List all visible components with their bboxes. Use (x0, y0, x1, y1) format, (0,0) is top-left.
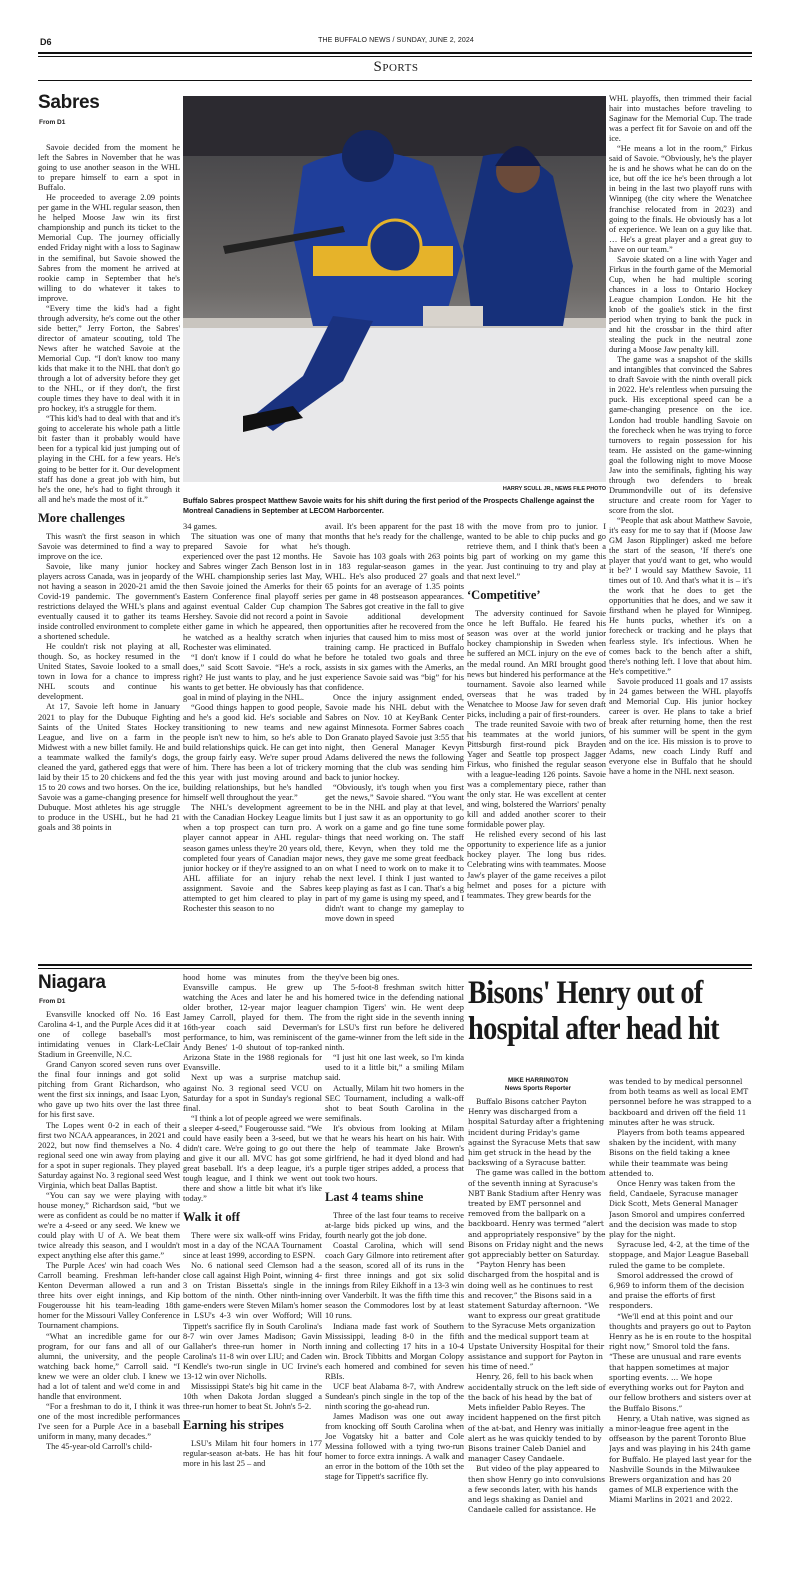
photo-caption: Buffalo Sabres prospect Matthew Savoie waits for his shift during the first period of the Prospects Challenge against the Montreal Canadiens in September at LECOM Harborcenter. (183, 496, 595, 515)
sabres-column-5 (609, 94, 752, 962)
paragraph: It's obvious from looking at Milam that he wears his heart on his hair. With the help of teammate Jake Brown's girlfriend, he had it dyed blond and had purple tiger stripes added, a process that took two hours. (325, 1123, 464, 1183)
paragraph: with the move from pro to junior. I wanted to be able to chip pucks and go retrieve them, and I think that's been a big part of working on my game this year. Just continuing to try and play at that next level.” (467, 522, 606, 582)
paragraph: Once the injury assignment ended, Savoie made his NHL debut with the Sabres on Nov. 10 at KeyBank Center against Minnesota. Former Sabres coach Don Granato played Savoie just 3:55 that night, then General Manager Kevyn Adams delivered the news the following morning that the club was sending him back to junior hockey. (325, 692, 464, 783)
byline (470, 1077, 606, 1093)
paragraph: “I don't know if I could do what he does,” said Scott Savoie. “He's a rock, right? He just wants to play, and he just wants to get better. He obviously has that goal in mind of playing in the NHL. (183, 652, 322, 702)
paragraph: Three of the last four teams to receive at-large bids picked up wins, and the fourth nearly got the job done. (325, 1210, 464, 1241)
paragraph: He proceeded to average 2.09 points per game in the WHL regular season, then he helped Moose Jaw win its first championship and punch its ticket to the Memorial Cup. The journey officially ended Friday night with a loss to Saginaw in the semifinal, but Savoie showed the Sabres from the moment he arrived at rookie camp in September that he's willing to do whatever it takes to improve. (38, 193, 180, 303)
sabres-column-4 (467, 522, 606, 962)
paragraph: The game was a snapshot of the skills and intangibles that convinced the Sabres to draft Savoie with the ninth overall pick in 2022. He's relentless when pursuing the puck. His exceptional speed can be a game-changing presence on the ice. London had trouble handling Savoie on the forecheck when he was trying to force turnovers to regain possession for his team. He assisted on the game-winning goal the following night to move Moose Jaw into the semifinals, fighting his way through two defenders to break Drummondville out of its defensive structure and create room for Yager to score from the slot. (609, 355, 752, 515)
paragraph: Indiana made fast work of Southern Mississippi, leading 8-0 in the fifth inning and collecting 17 hits in a 10-4 win. Brock Tibbitts and Morgan Colopy each homered and combined for seven RBIs. (325, 1321, 464, 1381)
subhead: Earning his stripes (183, 1417, 284, 1432)
paragraph: James Madison was one out away from knocking off South Carolina when Joe Vogatsky hit a batter and Cole Messina followed with a tying two-run homer to force extra innings. A walk and an error in the bottom of the 10th set the stage for Tippett's sacrifice fly. (325, 1411, 464, 1482)
paragraph: Savoie decided from the moment he left the Sabres in November that he was going to use another season in the WHL to prepare himself to earn a spot in Buffalo. (38, 143, 180, 193)
paragraph: “I think a lot of people agreed we were a sleeper 4-seed,” Fougerousse said. “We could have easily been a 3-seed, but we didn't care. We're going to go out there and give it our all. MVC has got some great baseball. It's a deep league, it's a tough league, and I think we went out there and show a little bit what it's like today.” (183, 1113, 322, 1204)
paragraph: “For a freshman to do it, I think it was one of the most incredible performances I've seen for a Purple Ace in a baseball uniform in many, many decades.” (38, 1401, 180, 1441)
paragraph: was tended to by medical personnel from both teams as well as local EMT personnel before he was strapped to a backboard and driven off the field 11 minutes after he was struck. (609, 1077, 752, 1127)
paragraph: “People that ask about Matthew Savoie, it's easy for me to say that if (Moose Jaw GM Jason Ripplinger) asked me before the start of the season, ‘If there's one player that you'd want to get, who would it be?’ I would say Matthew Savoie, 11 times out of 10. And that's what it is – it's the work that he does to get the opportunities that he does, and we saw it firsthand when he played for Winnipeg. He hunts pucks, whether it's on a forecheck or tracking and he plays that fearless style. It's infectious. When he comes back to the bench after a shift, there's nothing left. I love that about him. He's competitive.” (609, 515, 752, 676)
niagara-column-1 (38, 1010, 180, 1582)
subhead: More challenges (38, 510, 125, 525)
subhead: Last 4 teams shine (325, 1189, 424, 1204)
subhead: ‘Competitive’ (467, 588, 541, 603)
paragraph: The 5-foot-8 freshman switch hitter homered twice in the defending national champion Tigers' win. He went deep from the right side in the seventh inning for LSU's first run before he delivered the game-winner from the left side in the ninth. (325, 983, 464, 1053)
bisons-column-1 (468, 1097, 606, 1582)
sabres-column-1 (38, 143, 180, 961)
paragraph: The game was called in the bottom of the seventh inning at Syracuse's NBT Bank Stadium after Henry was treated by EMT personnel and removed from the ballpark on a backboard. Henry was termed “alert and appropriately responsive” by the Bisons on Friday night and the news got appreciably better on Saturday. (468, 1168, 606, 1260)
paragraph: This wasn't the first season in which Savoie was determined to find a way to improve on the ice. (38, 531, 180, 561)
paragraph: WHL playoffs, then trimmed their facial hair into mustaches before traveling to Saginaw for the Memorial Cup. The trade was a perfect fit for Savoie on and off the ice. (609, 94, 752, 144)
story-divider (38, 964, 752, 969)
byline-title: News Sports Reporter (504, 1085, 572, 1092)
bisons-headline: Bisons' Henry out of hospital after head hit (468, 975, 719, 1047)
sabres-photo (183, 96, 606, 482)
paragraph: Actually, Milam hit two homers in the SEC Tournament, including a walk-off shot to beat South Carolina in the semifinals. (325, 1083, 464, 1123)
hockey-bench-photo (183, 96, 606, 482)
paragraph: Savoie has 103 goals with 263 points in 183 regular-season games in the WHL. He's also produced 27 goals and 65 points for an average of 1.35 points per game in 48 postseason appearances. The Sabres got creative in the fall to give Savoie additional development opportunities after he recovered from the injuries that caused him to miss most of training camp. He practiced in Buffalo before he totaled two goals and three assists in six games with the Amerks, an experience Savoie said was “big” for his confidence. (325, 552, 464, 692)
paragraph: “What an incredible game for our program, for our fans and all of our alumni, the university, and the people watching back home,” Carroll said. “I knew we were an older club. I knew we had a lot of talent and we'd come in and handle that environment. (38, 1331, 180, 1401)
paragraph: Syracuse led, 4-2, at the time of the stoppage, and Major League Baseball ruled the game to be complete. (609, 1240, 750, 1270)
sabres-column-3 (325, 522, 464, 962)
paragraph: Buffalo Bisons catcher Payton Henry was discharged from a hospital Saturday after a frightening incident during Friday's game against the Syracuse Mets that saw him get struck in the head by the backswing of a Syracuse batter. (468, 1097, 605, 1168)
section-rule (38, 80, 752, 81)
page-number: D6 (40, 37, 52, 47)
paragraph: Savoie produced 11 goals and 17 assists in 24 games between the WHL playoffs and Memorial Cup. His junior hockey career is over. He plans to take a brief break after returning home, then the rest of his summer will be spent in the gym and on the ice. His mission is to prove to Adams, new coach Lindy Ruff and everyone else in Buffalo that he should have a home in the NHL next season. (609, 676, 752, 777)
paragraph: they've been big ones. (325, 973, 400, 982)
paragraph: Evansville knocked off No. 16 East Carolina 4-1, and the Purple Aces did it at one of college baseball's most intimidating venues in Clark-LeClair Stadium in Greenville, N.C. (38, 1010, 180, 1060)
paragraph: Once Henry was taken from the field, Candaele, Syracuse manager Dick Scott, Mets General Manager Jason Smorol and umpires conferred and the decision was made to stop play for the night. (609, 1179, 745, 1240)
paragraph: The NHL's development agreement with the Canadian Hockey League limits when a top prospect can turn pro. A player cannot appear in AHL regular-season games unless they're 20 years old, completed four years of Canadian major junior hockey or if they're assigned to an AHL affiliate for an injury rehab assignment. Savoie and the Sabres attempted to get him cleared to play in Rochester this season to no (183, 803, 322, 913)
paragraph: The trade reunited Savoie with two of his teammates at the world juniors, Pittsburgh first-round pick Brayden Yager and Seattle top prospect Jagger Firkus, who finished the regular season with a league-leading 126 points. Savoie was a complementary piece, rather than the only star. He was excellent at center and wing, bolstered the Warriors' penalty kill and added another scorer to their formidable power play. (467, 719, 606, 830)
paragraph: “Payton Henry has been discharged from the hospital and is doing well as he continues to rest and recover,” the Bisons said in a statement Saturday afternoon. “We want to express our great gratitude to the Syracuse Mets organization and the medical support team at Upstate University Hospital for their assistance and support for Payton in his time of need.” (468, 1260, 605, 1372)
paragraph: The adversity continued for Savoie once he left Buffalo. He feared his season was over at the world junior hockey championship in Sweden when he suffered an MCL injury on the eve of the medal round. An MRI brought good news but hindered his performance at the tournament. Savoie also learned while overseas that he was traded by Wenatchee to Moose Jaw for seven draft picks, including a pair of first-rounders. (467, 609, 606, 719)
photo-credit: HARRY SCULL JR., NEWS FILE PHOTO (502, 486, 606, 492)
niagara-column-2 (183, 973, 322, 1582)
paragraph: “We'll end at this point and our thoughts and prayers go out to Payton Henry as he is en route to the hospital right now,” Smorol told the fans. “These are unusual and rare events that happen sometimes at major sporting events. … We hope everything works out for Payton and our fellow brothers and sisters over at the Buffalo Bisons.” (609, 1311, 752, 1413)
paragraph: hood home was minutes from the Evansville campus. He grew up watching the Aces and later he and his older brother, 12-year major leaguer Jamey Carroll, played for them. The 16th-year coach said Deverman's performance, to him, was reminiscent of Andy Benes' 1-0 shutout of top-ranked Arizona State in the 1988 regionals for Evansville. (183, 973, 322, 1073)
paragraph: Smorol addressed the crowd of 6,969 to inform them of the decision and praise the efforts of first responders. (609, 1270, 745, 1311)
paragraph: “I just hit one last week, so I'm kinda used to it a little bit,” a smiling Milam said. (325, 1053, 464, 1083)
sabres-jump-from: From D1 (39, 119, 66, 126)
paragraph: The situation was one of many that prepared Savoie for what he's experienced over the past 12 months. He and Sabres winger Zach Benson lost in the WHL championship series last May, then Savoie joined the Amerks for their Eastern Conference final playoff series against eventual Calder Cup champion Hershey. Savoie did not record a point in either game in which he appeared, then he watched as a healthy scratch when Rochester was eliminated. (183, 532, 322, 652)
paragraph: Henry, 26, fell to his back when accidentally struck on the left side of the back of his head by the bat of Mets infielder Pablo Reyes. The incident happened on the first pitch of the at-bat, and Henry was initially alert as he was quickly tended to by Bisons trainer Caleb Daniel and manager Casey Candaele. (468, 1372, 606, 1464)
paragraph: 34 games. (183, 522, 217, 531)
niagara-jump-from: From D1 (39, 998, 66, 1005)
bisons-column-2 (609, 1077, 752, 1582)
paragraph: But video of the play appeared to then show Henry go into convulsions a few seconds later, with his hands and legs shaking as Daniel and Candaele called for assistance. He (468, 1464, 605, 1515)
sabres-column-2 (183, 522, 322, 962)
paragraph: avail. It's been apparent for the past 18 months that he's ready for the challenge, though. (325, 522, 464, 552)
sabres-kicker: Sabres (38, 92, 100, 113)
paragraph: At 17, Savoie left home in January 2021 to play for the Dubuque Fighting Saints of the United States Hockey League, and live on a farm in the Midwest with a new billet family. He and a teammate walked the family's dogs, cleaned the yard, gathered eggs that were laid by their 15 to 20 chickens and fed the 15 to 20 cows and two horses. On the ice, Savoie was a game-changing presence for Dubuque. Most athletes his age struggle to produce in the USHL, but he had 21 goals and 38 points in (38, 702, 180, 833)
section-name: Sports (373, 59, 419, 75)
dateline: THE BUFFALO NEWS / SUNDAY, JUNE 2, 2024 (318, 37, 474, 44)
paragraph: Grand Canyon scored seven runs over the final four innings and got solid pitching from Grant Richardson, who went the first six innings, and Isaac Lyon, who gave up two hits over the last three for his first save. (38, 1060, 180, 1120)
paragraph: The 45-year-old Carroll's child- (46, 1442, 153, 1452)
paragraph: “Obviously, it's tough when you first get the news,” Savoie shared. “You want to be in the NHL and play at that level, but I just saw it as an opportunity to go work on a game and go fine tune some things that need working on. The staff there, Kevyn, when they told me the news, they gave me some great feedback on what I need to work on to make it to the next level. I think I just wanted to keep playing as fast as I can. That's a big part of my game is using my speed, and I didn't want to change my gameplay to move down in speed (325, 783, 464, 923)
paragraph: The Lopes went 0-2 in each of their first two NCAA appearances, in 2021 and 2022, but now find themselves a No. 4 regional seed one win away from playing for a spot in super regionals. They played Saturday against No. 3 regional seed West Virginia, which beat Dallas Baptist. (38, 1120, 180, 1190)
niagara-column-3 (325, 973, 464, 1582)
paragraph: No. 6 national seed Clemson had a close call against High Point, winning 4-3 on Tristan Bissetta's single in the bottom of the ninth. Other ninth-inning game-enders were Steven Milam's homer in LSU's 4-3 win over Wofford; Will Tippett's sacrifice fly in South Carolina's 8-7 win over James Madison; Gavin Gallaher's three-run homer in North Carolina's 11-8 win over LIU; and Caden Kendle's two-run single in UC Irvine's 13-12 win over Nicholls. (183, 1261, 322, 1381)
paragraph: Savoie skated on a line with Yager and Firkus in the fourth game of the Memorial Cup, when he had multiple scoring chances in a loss to Ontario Hockey League champion London. He hit the knob of the goalie's stick in the first period when trying to bank the puck in and hit the crossbar in the third after stealing the puck in the neutral zone during a Moose Jaw penalty kill. (609, 254, 752, 355)
paragraph: Mississippi State's big hit came in the 10th when Dakota Jordan slugged a three-run homer to beat St. John's 5-2. (183, 1381, 322, 1411)
paragraph: Henry, a Utah native, was signed as a minor-league free agent in the offseason by the parent Toronto Blue Jays and was playing in his 24th game for Buffalo. He played last year for the Nashville Sounds in the Milwaukee Brewers organization and has 20 games of MLB experience with the Miami Marlins in 2021 and 2022. (609, 1413, 752, 1505)
byline-name: MIKE HARRINGTON (507, 1077, 569, 1084)
paragraph: Savoie, like many junior hockey players across Canada, was in jeopardy of not having a season in 2020-21 amid the Covid-19 pandemic. The government's restrictions delayed the WHL's plans and eventually caused it to gather its teams inside controlled environment to complete a shortened schedule. (38, 561, 180, 642)
paragraph: UCF beat Alabama 8-7, with Andrew Sundean's pinch single in the top of the ninth scoring the go-ahead run. (325, 1381, 464, 1411)
paragraph: There were six walk-off wins Friday, most in a day of the NCAA Tournament since at least 1999, according to ESPN. (183, 1231, 322, 1261)
paragraph: Coastal Carolina, which will send coach Gary Gilmore into retirement after the season, scored all of its runs in the first three innings and got six solid innings from Riley Eikhoff in a 13-3 win over Vanderbilt. It was the fifth time this season the Commodores lost by at least 10 runs. (325, 1241, 464, 1321)
paragraph: He couldn't risk not playing at all, though. So, as hockey resumed in the United States, Savoie looked to a small town in Iowa for a chance to impress NHL scouts and continue his development. (38, 642, 180, 702)
paragraph: “This kid's had to deal with that and it's going to accelerate his whole path a little bit faster than it probably would have been for a typical kid just jumping out of playing in the CHL for a few years. He's going to be better for it. Our development staff has done a great job with him, but he's the one, he's had to fight through it all and he's made the most of it.” (38, 414, 180, 504)
paragraph: “Every time the kid's had a fight through adversity, he's come out the other side better,” Jerry Forton, the Sabres' director of amateur scouting, told The News after he watched Savoie at the Memorial Cup. “I don't know too many kids that make it to the NHL that don't go through a lot of adversity before they get to the NHL, or if they don't, the first couple times they have to deal with it in pro hockey, it's a struggle for them. (38, 303, 180, 414)
paragraph: LSU's Milam hit four homers in 177 regular-season at-bats. He has hit four more in his last 25 – and (183, 1438, 322, 1469)
paragraph: “Good things happen to good people, and he's a good kid. He's sociable and transitioning to new teams and new people isn't new to him, so he's able to build relationships quick. He can get into the group fairly easy. We're super proud of him. There has been a lot of trickery this year with just moving around and building relationships, but he's handled himself well throughout the year.” (183, 702, 322, 803)
paragraph: The Purple Aces' win had coach Wes Carroll beaming. Freshman left-hander Kenton Deverman allowed a run and three hits over eight innings, and Kip Fougerousse hit his team-leading 18th homer for the Missouri Valley Conference Tournament champions. (38, 1261, 180, 1331)
paragraph: “He means a lot in the room,” Firkus said of Savoie. “Obviously, he's the player he is and he shows what he can do on the ice, but off the ice he's been through a lot in being in the last two playoff runs with Winnipeg (the city where the Wenatchee franchise relocated from in 2023) and going to the finals. He obviously has a lot of experience. We lean on a guy like that. … He's a great player and a great guy to have on our team.” (609, 144, 752, 254)
niagara-kicker: Niagara (38, 972, 106, 993)
subhead: Walk it off (183, 1210, 240, 1225)
paragraph: Next up was a surprise matchup against No. 3 regional seed VCU on Saturday for a spot in Sunday's regional final. (183, 1073, 322, 1113)
header-rule (38, 52, 752, 57)
paragraph: “You can say we were playing with house money,” Richardson said, “but we were as confident as could be no matter if we're a 4-seed or any seed. We knew we could play with U of A. We beat them twice already this season, and I wouldn't expect anything else after this game.” (38, 1190, 180, 1261)
paragraph: Players from both teams appeared shaken by the incident, with many Bisons on the field taking a knee while their teammate was being attended to. (609, 1128, 745, 1178)
paragraph: He relished every second of his last opportunity to experience life as a junior hockey player. The long bus rides. Celebrating wins with teammates. Moose Jaw's player of the game receives a pilot helmet and poses for a picture with teammates. They grew beards for the (467, 830, 606, 900)
